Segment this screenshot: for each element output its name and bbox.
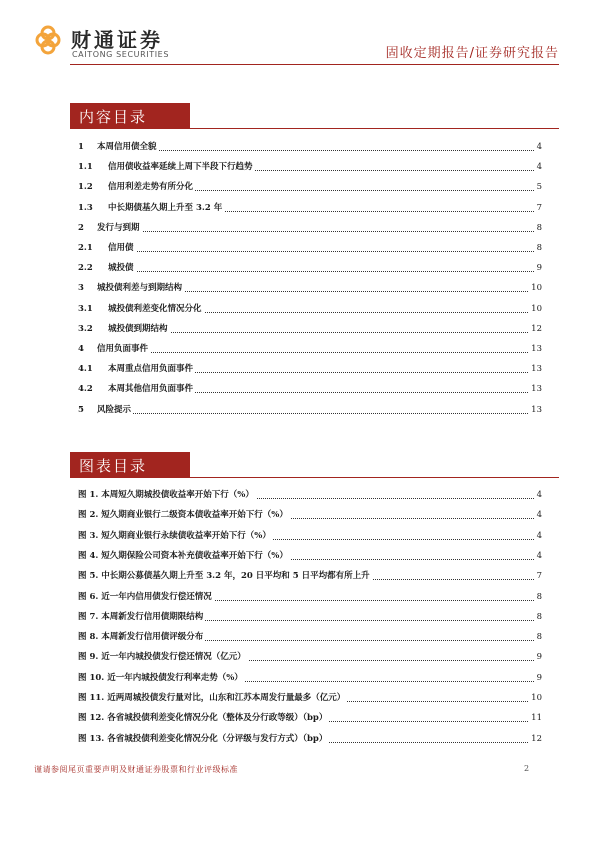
contents-entry-title: 发行与到期 xyxy=(97,220,142,236)
contents-entry-page: 9 xyxy=(535,260,542,276)
figures-entry-title: 图 7. 本周新发行信用债期限结构 xyxy=(78,609,205,625)
contents-entry-title: 信用债 xyxy=(108,240,136,256)
figures-entry-page: 9 xyxy=(535,670,542,686)
figures-entry-page: 7 xyxy=(535,568,542,584)
contents-entry-page: 12 xyxy=(529,321,542,337)
figures-entry-page: 4 xyxy=(535,507,542,523)
figures-entry[interactable] xyxy=(78,609,542,625)
contents-heading-bar xyxy=(70,103,559,129)
footer-disclaimer: 谨请参阅尾页重要声明及财通证券股票和行业评级标准 xyxy=(34,765,238,774)
figures-entry-page: 8 xyxy=(535,609,542,625)
figures-heading-rule xyxy=(190,477,559,478)
contents-entry-number: 3.2 xyxy=(78,323,93,334)
dot-leader xyxy=(97,352,542,353)
contents-entry-title: 信用债收益率延续上周下半段下行趋势 xyxy=(108,159,255,175)
contents-entry-page: 13 xyxy=(529,341,542,357)
contents-entry-number: 3 xyxy=(78,283,84,294)
contents-entry-page: 5 xyxy=(535,179,542,195)
contents-entry-number: 2.2 xyxy=(78,263,93,274)
contents-entry-number: 2.1 xyxy=(78,243,93,253)
contents-entry-number: 1.3 xyxy=(78,202,93,213)
figures-entry-page: 9 xyxy=(535,649,542,665)
contents-entry-title: 中长期债基久期上升至 3.2 年 xyxy=(108,200,224,216)
figures-entry-page: 10 xyxy=(529,690,542,706)
contents-entry-number: 1.2 xyxy=(78,182,93,193)
figures-entry-title: 图 10. 近一年内城投债发行利率走势（%） xyxy=(78,670,245,686)
figures-entry-title: 图 9. 近一年内城投债发行偿还情况（亿元） xyxy=(78,649,248,665)
contents-entry-number: 2 xyxy=(78,222,84,233)
contents-entry[interactable] xyxy=(78,200,542,216)
contents-entry[interactable] xyxy=(78,301,542,317)
contents-entry-number: 1 xyxy=(78,142,84,152)
contents-entry-page: 13 xyxy=(529,361,542,377)
contents-entry[interactable] xyxy=(78,321,542,337)
contents-entry-title: 城投债 xyxy=(108,260,136,276)
contents-entry[interactable] xyxy=(78,260,542,276)
figures-heading: 图表目录 xyxy=(79,457,148,475)
contents-entry-number: 5 xyxy=(78,404,84,415)
contents-entry[interactable] xyxy=(78,179,542,195)
contents-entry[interactable] xyxy=(78,341,542,357)
figures-entry[interactable] xyxy=(78,568,542,584)
page-number: 2 xyxy=(524,764,530,773)
contents-entry-title: 城投债利差与到期结构 xyxy=(97,280,184,296)
contents-entry[interactable] xyxy=(78,381,542,397)
contents-entry-page: 10 xyxy=(529,301,542,317)
caitong-logo-icon xyxy=(33,25,63,55)
contents-entry-page: 13 xyxy=(529,381,542,397)
contents-entry-page: 4 xyxy=(535,139,542,155)
contents-entry[interactable] xyxy=(78,402,542,418)
figures-entry-title: 图 3. 短久期商业银行永续债收益率开始下行（%） xyxy=(78,528,273,544)
contents-entry[interactable] xyxy=(78,240,542,256)
contents-entry-page: 8 xyxy=(535,240,542,256)
figures-entry-page: 11 xyxy=(529,710,542,726)
dot-leader xyxy=(97,231,542,232)
figures-entry-page: 8 xyxy=(535,589,542,605)
figures-entry[interactable] xyxy=(78,528,542,544)
figures-entry-title: 图 2. 短久期商业银行二级资本债收益率开始下行（%） xyxy=(78,507,290,523)
figures-entry[interactable] xyxy=(78,487,542,503)
contents-heading: 内容目录 xyxy=(79,108,148,126)
contents-entry-title: 城投债到期结构 xyxy=(108,321,170,337)
figures-entry[interactable] xyxy=(78,670,542,686)
contents-entry-number: 4.2 xyxy=(78,384,93,395)
figures-entry-title: 图 6. 近一年内信用债发行偿还情况 xyxy=(78,589,214,605)
contents-entry[interactable] xyxy=(78,220,542,236)
contents-entry-title: 城投债利差变化情况分化 xyxy=(108,301,204,317)
dot-leader xyxy=(108,332,542,333)
page-header xyxy=(0,0,595,70)
figures-entry-page: 4 xyxy=(535,548,542,564)
contents-entry-title: 本周信用债全貌 xyxy=(97,139,159,155)
header-divider xyxy=(70,64,559,65)
contents-entry-number: 4.1 xyxy=(78,364,93,375)
contents-entry[interactable] xyxy=(78,139,542,155)
contents-entry-number: 1.1 xyxy=(78,162,93,173)
figures-entry-title: 图 12. 各省城投债利差变化情况分化（整体及分行政等级）（bp） xyxy=(78,710,329,726)
figures-entry-page: 12 xyxy=(529,731,542,747)
figures-entry[interactable] xyxy=(78,507,542,523)
figures-entry[interactable] xyxy=(78,710,542,726)
dot-leader xyxy=(97,150,542,151)
contents-entry-title: 风险提示 xyxy=(97,402,133,418)
dot-leader xyxy=(108,251,542,252)
dot-leader xyxy=(108,271,542,272)
contents-entry-number: 4 xyxy=(78,344,84,354)
figures-entry-page: 8 xyxy=(535,629,542,645)
figures-entry[interactable] xyxy=(78,548,542,564)
contents-entry[interactable] xyxy=(78,159,542,175)
contents-entry-page: 4 xyxy=(535,159,542,175)
contents-entry-page: 13 xyxy=(529,402,542,418)
contents-entry-number: 3.1 xyxy=(78,303,93,314)
contents-entry-title: 信用利差走势有所分化 xyxy=(108,179,195,195)
contents-entry-page: 10 xyxy=(529,280,542,296)
contents-entry[interactable] xyxy=(78,280,542,296)
contents-heading-rule xyxy=(190,128,559,129)
report-type: 固收定期报告/证券研究报告 xyxy=(385,46,559,61)
figures-entry[interactable] xyxy=(78,649,542,665)
figures-entry-title: 图 8. 本周新发行信用债评级分布 xyxy=(78,629,205,645)
contents-entry-title: 本周重点信用负面事件 xyxy=(108,361,195,377)
brand-name-en: CAITONG SECURITIES xyxy=(72,50,169,59)
figures-entry-title: 图 13. 各省城投债利差变化情况分化（分评级与发行方式）（bp） xyxy=(78,731,329,747)
figures-entry[interactable] xyxy=(78,589,542,605)
figures-entry[interactable] xyxy=(78,731,542,747)
dot-leader xyxy=(97,413,542,414)
figures-entry-title: 图 4. 短久期保险公司资本补充债收益率开始下行（%） xyxy=(78,548,290,564)
contents-entry-title: 本周其他信用负面事件 xyxy=(108,381,195,397)
contents-entry-page: 8 xyxy=(535,220,542,236)
figures-entry-page: 4 xyxy=(535,487,542,503)
figures-entry[interactable] xyxy=(78,690,542,706)
figures-heading-bar xyxy=(70,452,559,478)
contents-entry[interactable] xyxy=(78,361,542,377)
figures-entry-title: 图 1. 本周短久期城投债收益率开始下行（%） xyxy=(78,487,256,503)
contents-entry-page: 7 xyxy=(535,200,542,216)
contents-entry-title: 信用负面事件 xyxy=(97,341,150,357)
figures-entry-page: 4 xyxy=(535,528,542,544)
figures-entry[interactable] xyxy=(78,629,542,645)
figures-entry-title: 图 5. 中长期公募债基久期上升至 3.2 年，20 日平均和 5 日平均都有所上升 xyxy=(78,568,372,584)
brand-name: 财通证券 xyxy=(71,28,163,52)
figures-entry-title: 图 11. 近两周城投债发行量对比，山东和江苏本周发行量最多（亿元） xyxy=(78,690,347,706)
